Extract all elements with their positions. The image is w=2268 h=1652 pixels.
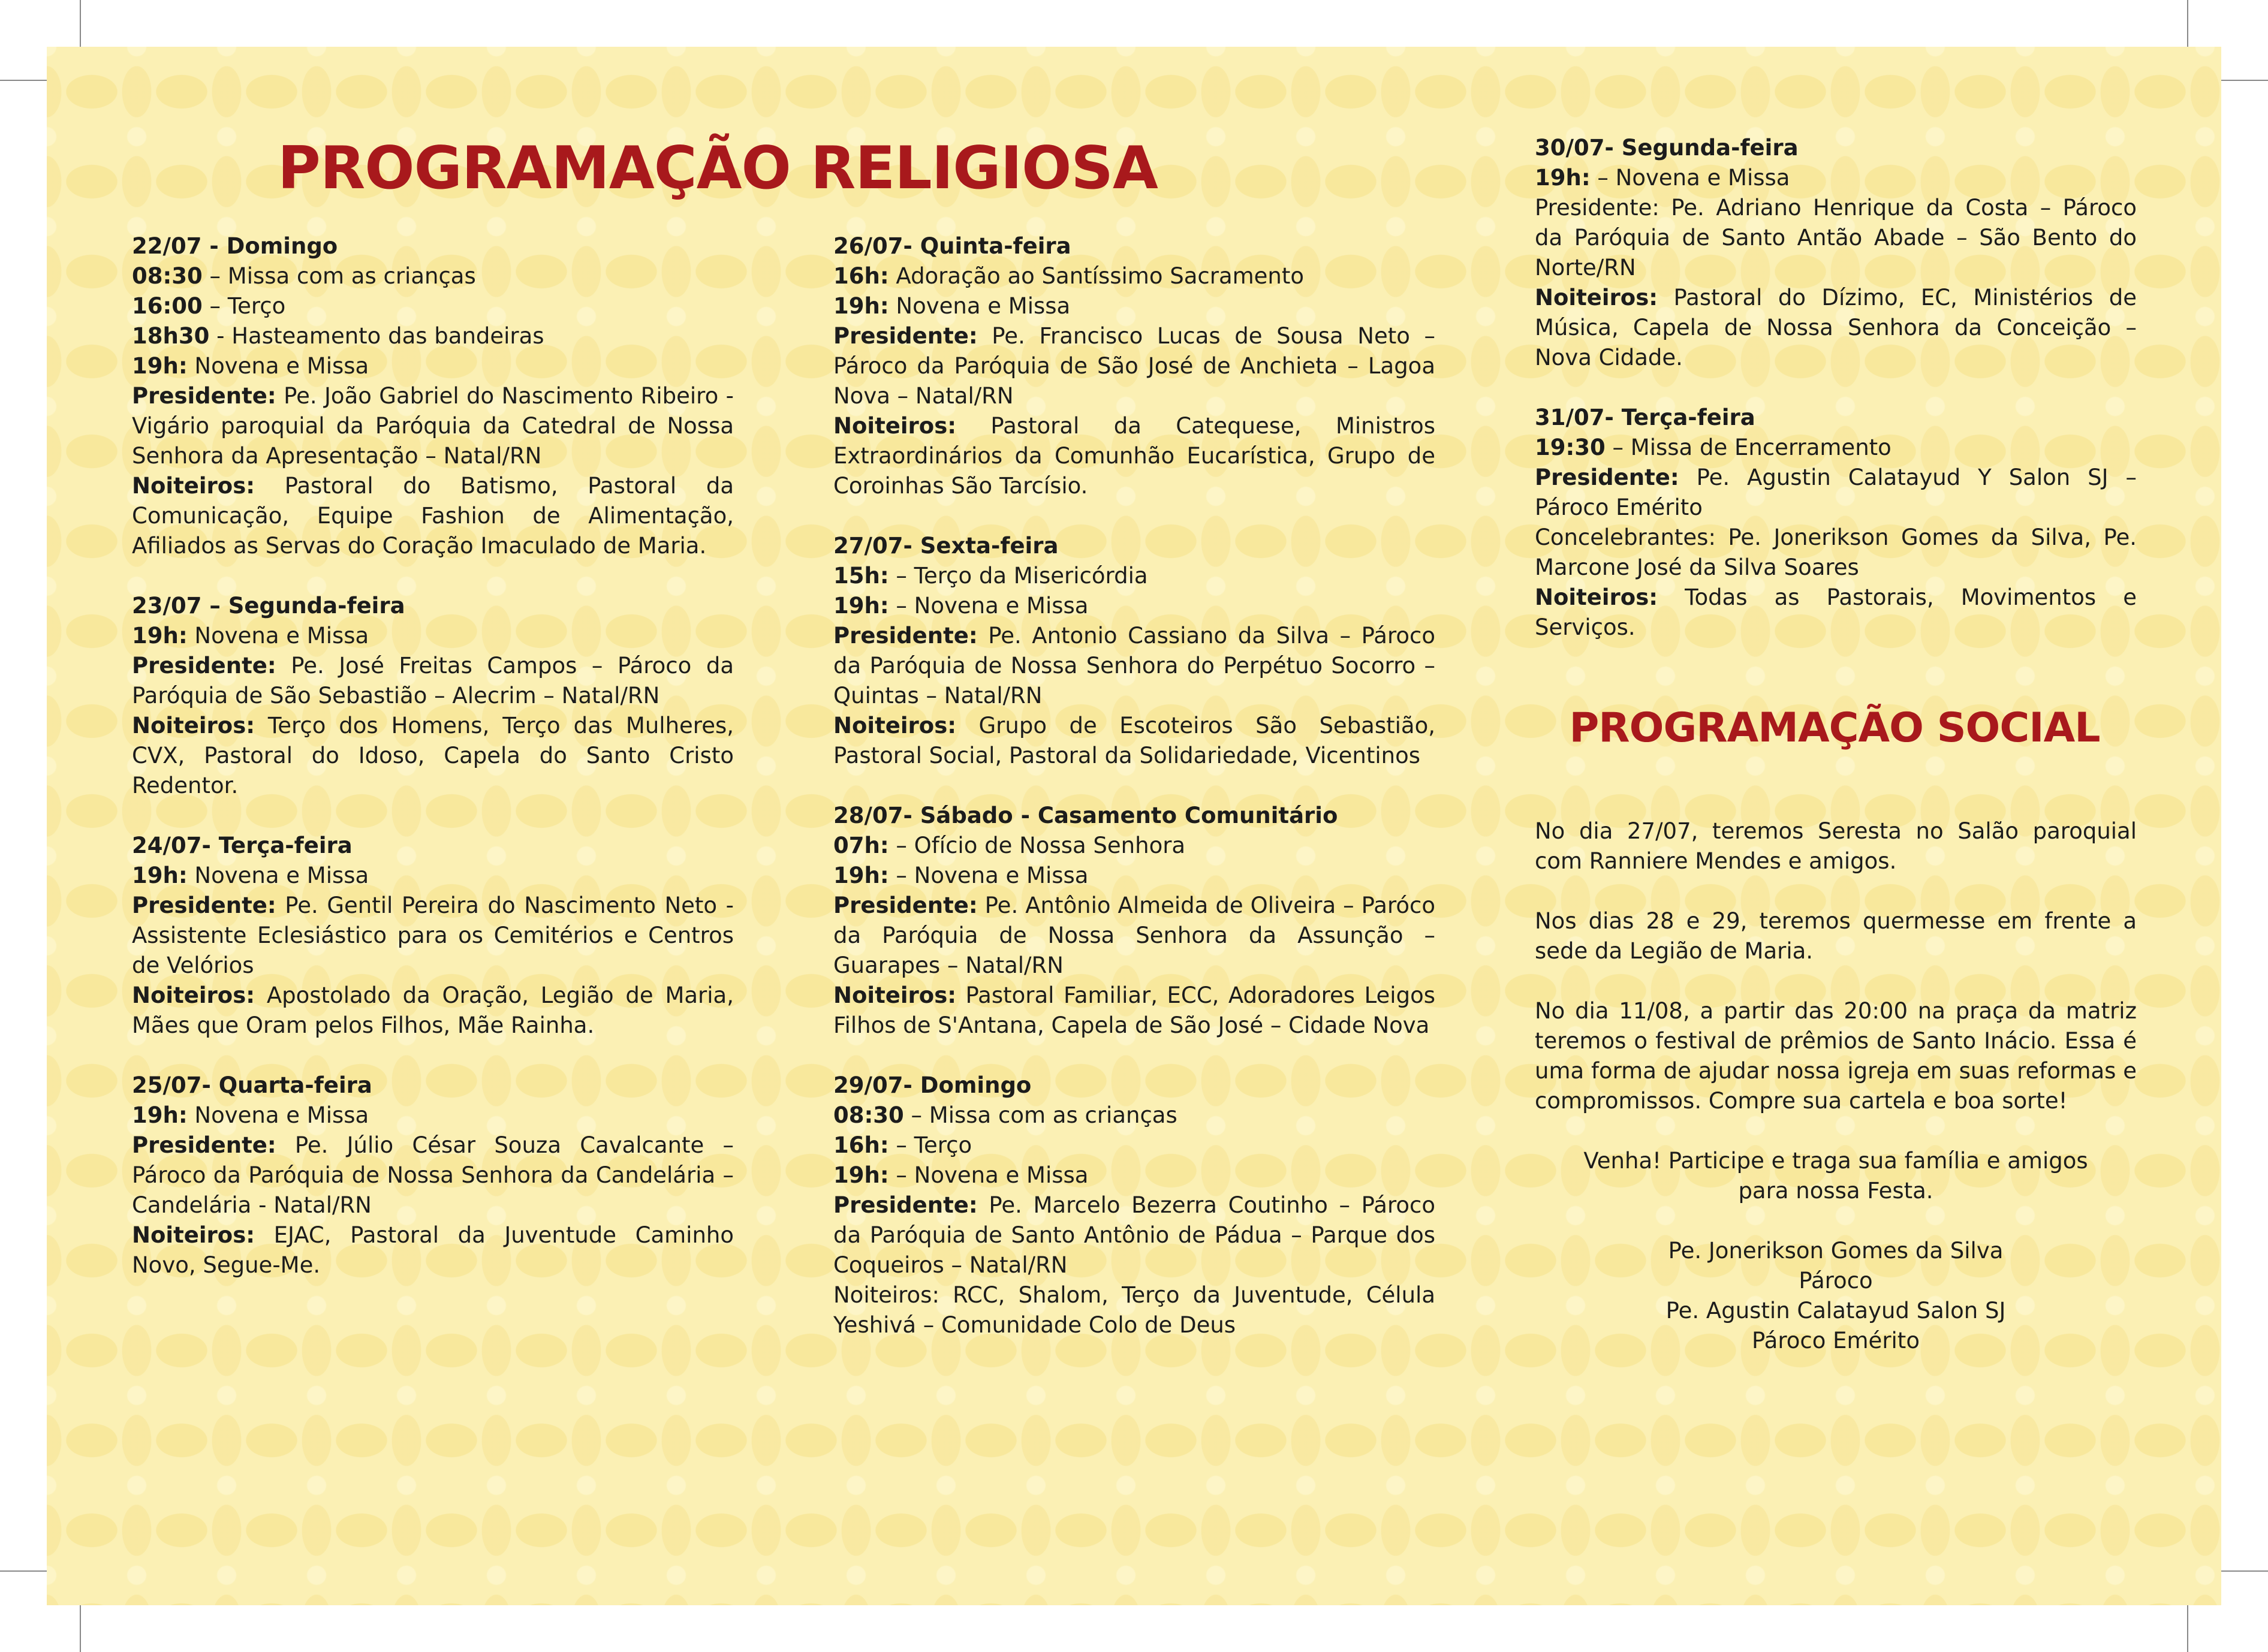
schedule-text: Pe. Agustin Calatayud Y Salon SJ – Pároco Emérito — [1535, 465, 2137, 520]
schedule-line — [833, 831, 1435, 861]
schedule-line — [132, 621, 734, 651]
schedule-line — [132, 861, 734, 891]
schedule-line — [833, 1160, 1435, 1190]
schedule-text: – Novena e Missa — [1590, 165, 1790, 191]
schedule-line — [132, 1131, 734, 1220]
schedule-line — [833, 321, 1435, 411]
schedule-day — [833, 801, 1435, 1041]
schedule-line — [833, 891, 1435, 981]
schedule-label: 19h: — [833, 863, 889, 888]
schedule-day — [132, 231, 734, 561]
schedule-text: Noiteiros: RCC, Shalom, Terço da Juventude, Célula Yeshivá – Comunidade Colo de Deus — [833, 1282, 1435, 1338]
schedule-line — [833, 981, 1435, 1041]
schedule-line — [132, 291, 734, 321]
schedule-text: Pe. Antonio Cassiano da Silva – Pároco da Paróquia de Nossa Senhora do Perpétuo Socorro – Quintas – Natal/RN — [833, 623, 1435, 709]
schedule-label: Presidente: — [833, 323, 978, 349]
schedule-label: 19:30 — [1535, 435, 1606, 460]
schedule-text: – Terço — [888, 1132, 972, 1158]
schedule-day — [132, 1071, 734, 1280]
schedule-day — [132, 831, 734, 1041]
schedule-text: Pe. Antônio Almeida de Oliveira – Paróco da Paróquia de Nossa Senhora da Assunção – Guarapes – Natal/RN — [833, 893, 1435, 978]
schedule-date: 29/07- Domingo — [833, 1072, 1032, 1098]
crop-mark — [80, 0, 81, 47]
schedule-label: 18h30 — [132, 323, 210, 349]
schedule-line — [132, 891, 734, 981]
schedule-text: Pe. Francisco Lucas de Sousa Neto – Pároco da Paróquia de São José de Anchieta – Lagoa Nova – Natal/RN — [833, 323, 1435, 409]
schedule-label: Noiteiros: — [1535, 584, 1658, 610]
schedule-text: Pe. Júlio César Souza Cavalcante – Pároco da Paróquia de Nossa Senhora da Candelária – Candelária - Natal/RN — [132, 1132, 734, 1218]
schedule-text: Pastoral da Catequese, Ministros Extraordinários da Comunhão Eucarística, Grupo de Coroinhas São Tarcísio. — [833, 413, 1435, 499]
schedule-line — [833, 621, 1435, 711]
schedule-label: Presidente: — [1535, 465, 1679, 490]
schedule-text: Presidente: Pe. Adriano Henrique da Costa – Pároco da Paróquia de Santo Antão Abade – São Bento do Norte/RN — [1535, 195, 2137, 281]
schedule-label: Presidente: — [132, 893, 276, 918]
schedule-label: Noiteiros: — [833, 413, 957, 439]
schedule-label: 19h: — [1535, 165, 1591, 191]
schedule-day — [833, 531, 1435, 771]
schedule-date: 22/07 - Domingo — [132, 233, 338, 259]
schedule-line — [833, 1101, 1435, 1131]
schedule-text: Novena e Missa — [888, 293, 1071, 319]
schedule-label: Noiteiros: — [833, 713, 957, 738]
schedule-label: Noiteiros: — [833, 982, 957, 1008]
crop-mark — [2187, 1605, 2188, 1652]
schedule-line — [132, 381, 734, 471]
schedule-text: – Ofício de Nossa Senhora — [888, 833, 1186, 858]
signature-name: Pe. Agustin Calatayud Salon SJ — [1665, 1298, 2006, 1324]
signature — [1535, 1236, 2137, 1356]
schedule-date: 31/07- Terça-feira — [1535, 405, 1755, 430]
schedule-day — [833, 231, 1435, 501]
schedule-label: Noiteiros: — [132, 713, 255, 738]
schedule-line — [833, 1190, 1435, 1280]
schedule-line — [132, 471, 734, 561]
schedule-line — [833, 711, 1435, 771]
crop-mark — [0, 1570, 47, 1572]
signature-name: Pe. Jonerikson Gomes da Silva — [1668, 1238, 2004, 1264]
schedule-label: 08:30 — [833, 1102, 904, 1128]
schedule-text: Adoração ao Santíssimo Sacramento — [888, 263, 1305, 289]
schedule-line — [132, 711, 734, 801]
schedule-text: Pe. José Freitas Campos – Pároco da Paróquia de São Sebastião – Alecrim – Natal/RN — [132, 653, 734, 709]
schedule-label: 08:30 — [132, 263, 203, 289]
schedule-date: 25/07- Quarta-feira — [132, 1072, 372, 1098]
signature-role: Pároco — [1799, 1268, 1873, 1294]
schedule-label: Noiteiros: — [1535, 285, 1658, 310]
schedule-day — [1535, 133, 2137, 373]
schedule-line — [1535, 283, 2137, 373]
schedule-line — [833, 261, 1435, 291]
schedule-line — [1535, 433, 2137, 463]
schedule-line — [1535, 523, 2137, 583]
page-title: PROGRAMAÇÃO RELIGIOSA — [278, 134, 1158, 203]
schedule-label: Presidente: — [833, 893, 978, 918]
social-paragraph: No dia 11/08, a partir das 20:00 na praça da matriz teremos o festival de prêmios de Santo Inácio. Essa é uma forma de ajudar nossa igreja em suas reformas e compromissos. Compre sua cartela e boa sorte! — [1535, 998, 2137, 1114]
schedule-column-3 — [1535, 133, 2137, 673]
schedule-line — [132, 1220, 734, 1280]
schedule-text: Pe. João Gabriel do Nascimento Ribeiro - Vigário paroquial da Paróquia da Catedral de Nossa Senhora da Apresentação – Natal/RN — [132, 383, 734, 469]
schedule-column-1 — [132, 231, 734, 1310]
schedule-text: – Terço da Misericórdia — [888, 563, 1148, 589]
schedule-label: 19h: — [132, 1102, 188, 1128]
schedule-line — [132, 651, 734, 711]
social-title: PROGRAMAÇÃO SOCIAL — [1569, 704, 2100, 752]
schedule-label: Noiteiros: — [132, 473, 255, 499]
signature-role: Pároco Emérito — [1752, 1328, 1920, 1353]
social-paragraph: Nos dias 28 e 29, teremos quermesse em frente a sede da Legião de Maria. — [1535, 908, 2137, 964]
invite-line: para nossa Festa. — [1738, 1178, 1933, 1204]
schedule-line — [833, 561, 1435, 591]
schedule-label: Presidente: — [132, 383, 276, 409]
schedule-day — [1535, 403, 2137, 643]
schedule-text: Novena e Missa — [187, 353, 369, 379]
schedule-label: 16h: — [833, 1132, 889, 1158]
schedule-day — [833, 1071, 1435, 1340]
crop-mark — [2187, 0, 2188, 47]
crop-mark — [2221, 1570, 2268, 1572]
schedule-text: Pe. Marcelo Bezerra Coutinho – Pároco da Paróquia de Santo Antônio de Pádua – Parque dos Coqueiros – Natal/RN — [833, 1192, 1435, 1278]
schedule-line — [833, 861, 1435, 891]
schedule-text: Novena e Missa — [187, 1102, 369, 1128]
schedule-line — [132, 1101, 734, 1131]
schedule-text: Novena e Missa — [187, 623, 369, 649]
schedule-label: Noiteiros: — [132, 982, 255, 1008]
schedule-text: Novena e Missa — [187, 863, 369, 888]
schedule-text: – Terço — [202, 293, 286, 319]
schedule-text: Pastoral do Dízimo, EC, Ministérios de Música, Capela de Nossa Senhora da Conceição – Nova Cidade. — [1535, 285, 2137, 370]
schedule-date: 28/07- Sábado - Casamento Comunitário — [833, 803, 1338, 828]
schedule-line — [833, 411, 1435, 501]
schedule-label: 19h: — [833, 1162, 889, 1188]
schedule-text: EJAC, Pastoral da Juventude Caminho Novo, Segue-Me. — [132, 1222, 734, 1278]
schedule-text: – Missa com as crianças — [903, 1102, 1177, 1128]
schedule-text: – Novena e Missa — [888, 1162, 1089, 1188]
schedule-text: – Missa com as crianças — [202, 263, 476, 289]
schedule-text: Pastoral Familiar, ECC, Adoradores Leigos Filhos de S'Antana, Capela de São José – Cidade Nova — [833, 982, 1435, 1038]
schedule-line — [833, 591, 1435, 621]
schedule-label: Presidente: — [833, 623, 978, 649]
schedule-line — [1535, 583, 2137, 643]
schedule-label: 16:00 — [132, 293, 203, 319]
schedule-text: Grupo de Escoteiros São Sebastião, Pastoral Social, Pastoral da Solidariedade, Vicentinos — [833, 713, 1435, 768]
schedule-label: 19h: — [132, 863, 188, 888]
schedule-label: 16h: — [833, 263, 889, 289]
schedule-label: Presidente: — [132, 1132, 276, 1158]
schedule-line — [833, 1131, 1435, 1160]
invite-line: Venha! Participe e traga sua família e amigos — [1583, 1148, 2088, 1174]
schedule-text: – Novena e Missa — [888, 593, 1089, 619]
schedule-date: 24/07- Terça-feira — [132, 833, 353, 858]
social-section — [1535, 816, 2137, 1356]
schedule-label: 19h: — [132, 623, 188, 649]
schedule-text: Todas as Pastorais, Movimentos e Serviços. — [1535, 584, 2137, 640]
schedule-line — [132, 981, 734, 1041]
schedule-line — [833, 1280, 1435, 1340]
schedule-label: 19h: — [833, 593, 889, 619]
schedule-line — [833, 291, 1435, 321]
schedule-text: – Novena e Missa — [888, 863, 1089, 888]
schedule-column-2 — [833, 231, 1435, 1370]
schedule-date: 26/07- Quinta-feira — [833, 233, 1071, 259]
crop-mark — [0, 80, 47, 81]
schedule-text: Concelebrantes: Pe. Jonerikson Gomes da Silva, Pe. Marcone José da Silva Soares — [1535, 524, 2137, 580]
schedule-text: – Missa de Encerramento — [1605, 435, 1891, 460]
schedule-text: Pe. Gentil Pereira do Nascimento Neto - Assistente Eclesiástico para os Cemitérios e Centros de Velórios — [132, 893, 734, 978]
schedule-label: Presidente: — [132, 653, 276, 679]
invite — [1535, 1146, 2137, 1206]
schedule-line — [132, 321, 734, 351]
schedule-date: 27/07- Sexta-feira — [833, 533, 1059, 559]
schedule-label: Presidente: — [833, 1192, 978, 1218]
schedule-line — [1535, 163, 2137, 193]
schedule-label: 15h: — [833, 563, 889, 589]
schedule-label: Noiteiros: — [132, 1222, 255, 1248]
schedule-text: Pastoral do Batismo, Pastoral da Comunicação, Equipe Fashion de Alimentação, Afiliados as Servas do Coração Imaculado de Maria. — [132, 473, 734, 559]
schedule-date: 30/07- Segunda-feira — [1535, 135, 1799, 161]
schedule-date: 23/07 – Segunda-feira — [132, 593, 405, 619]
schedule-day — [132, 591, 734, 801]
schedule-line — [1535, 463, 2137, 523]
schedule-text: - Hasteamento das bandeiras — [209, 323, 544, 349]
schedule-label: 19h: — [132, 353, 188, 379]
schedule-line — [132, 351, 734, 381]
schedule-text: Terço dos Homens, Terço das Mulheres, CVX, Pastoral do Idoso, Capela do Santo Cristo Redentor. — [132, 713, 734, 798]
schedule-label: 19h: — [833, 293, 889, 319]
schedule-line — [1535, 193, 2137, 283]
schedule-text: Apostolado da Oração, Legião de Maria, Mães que Oram pelos Filhos, Mãe Rainha. — [132, 982, 734, 1038]
crop-mark — [80, 1605, 81, 1652]
crop-mark — [2221, 80, 2268, 81]
social-paragraph: No dia 27/07, teremos Seresta no Salão paroquial com Ranniere Mendes e amigos. — [1535, 818, 2137, 874]
schedule-line — [132, 261, 734, 291]
schedule-label: 07h: — [833, 833, 889, 858]
